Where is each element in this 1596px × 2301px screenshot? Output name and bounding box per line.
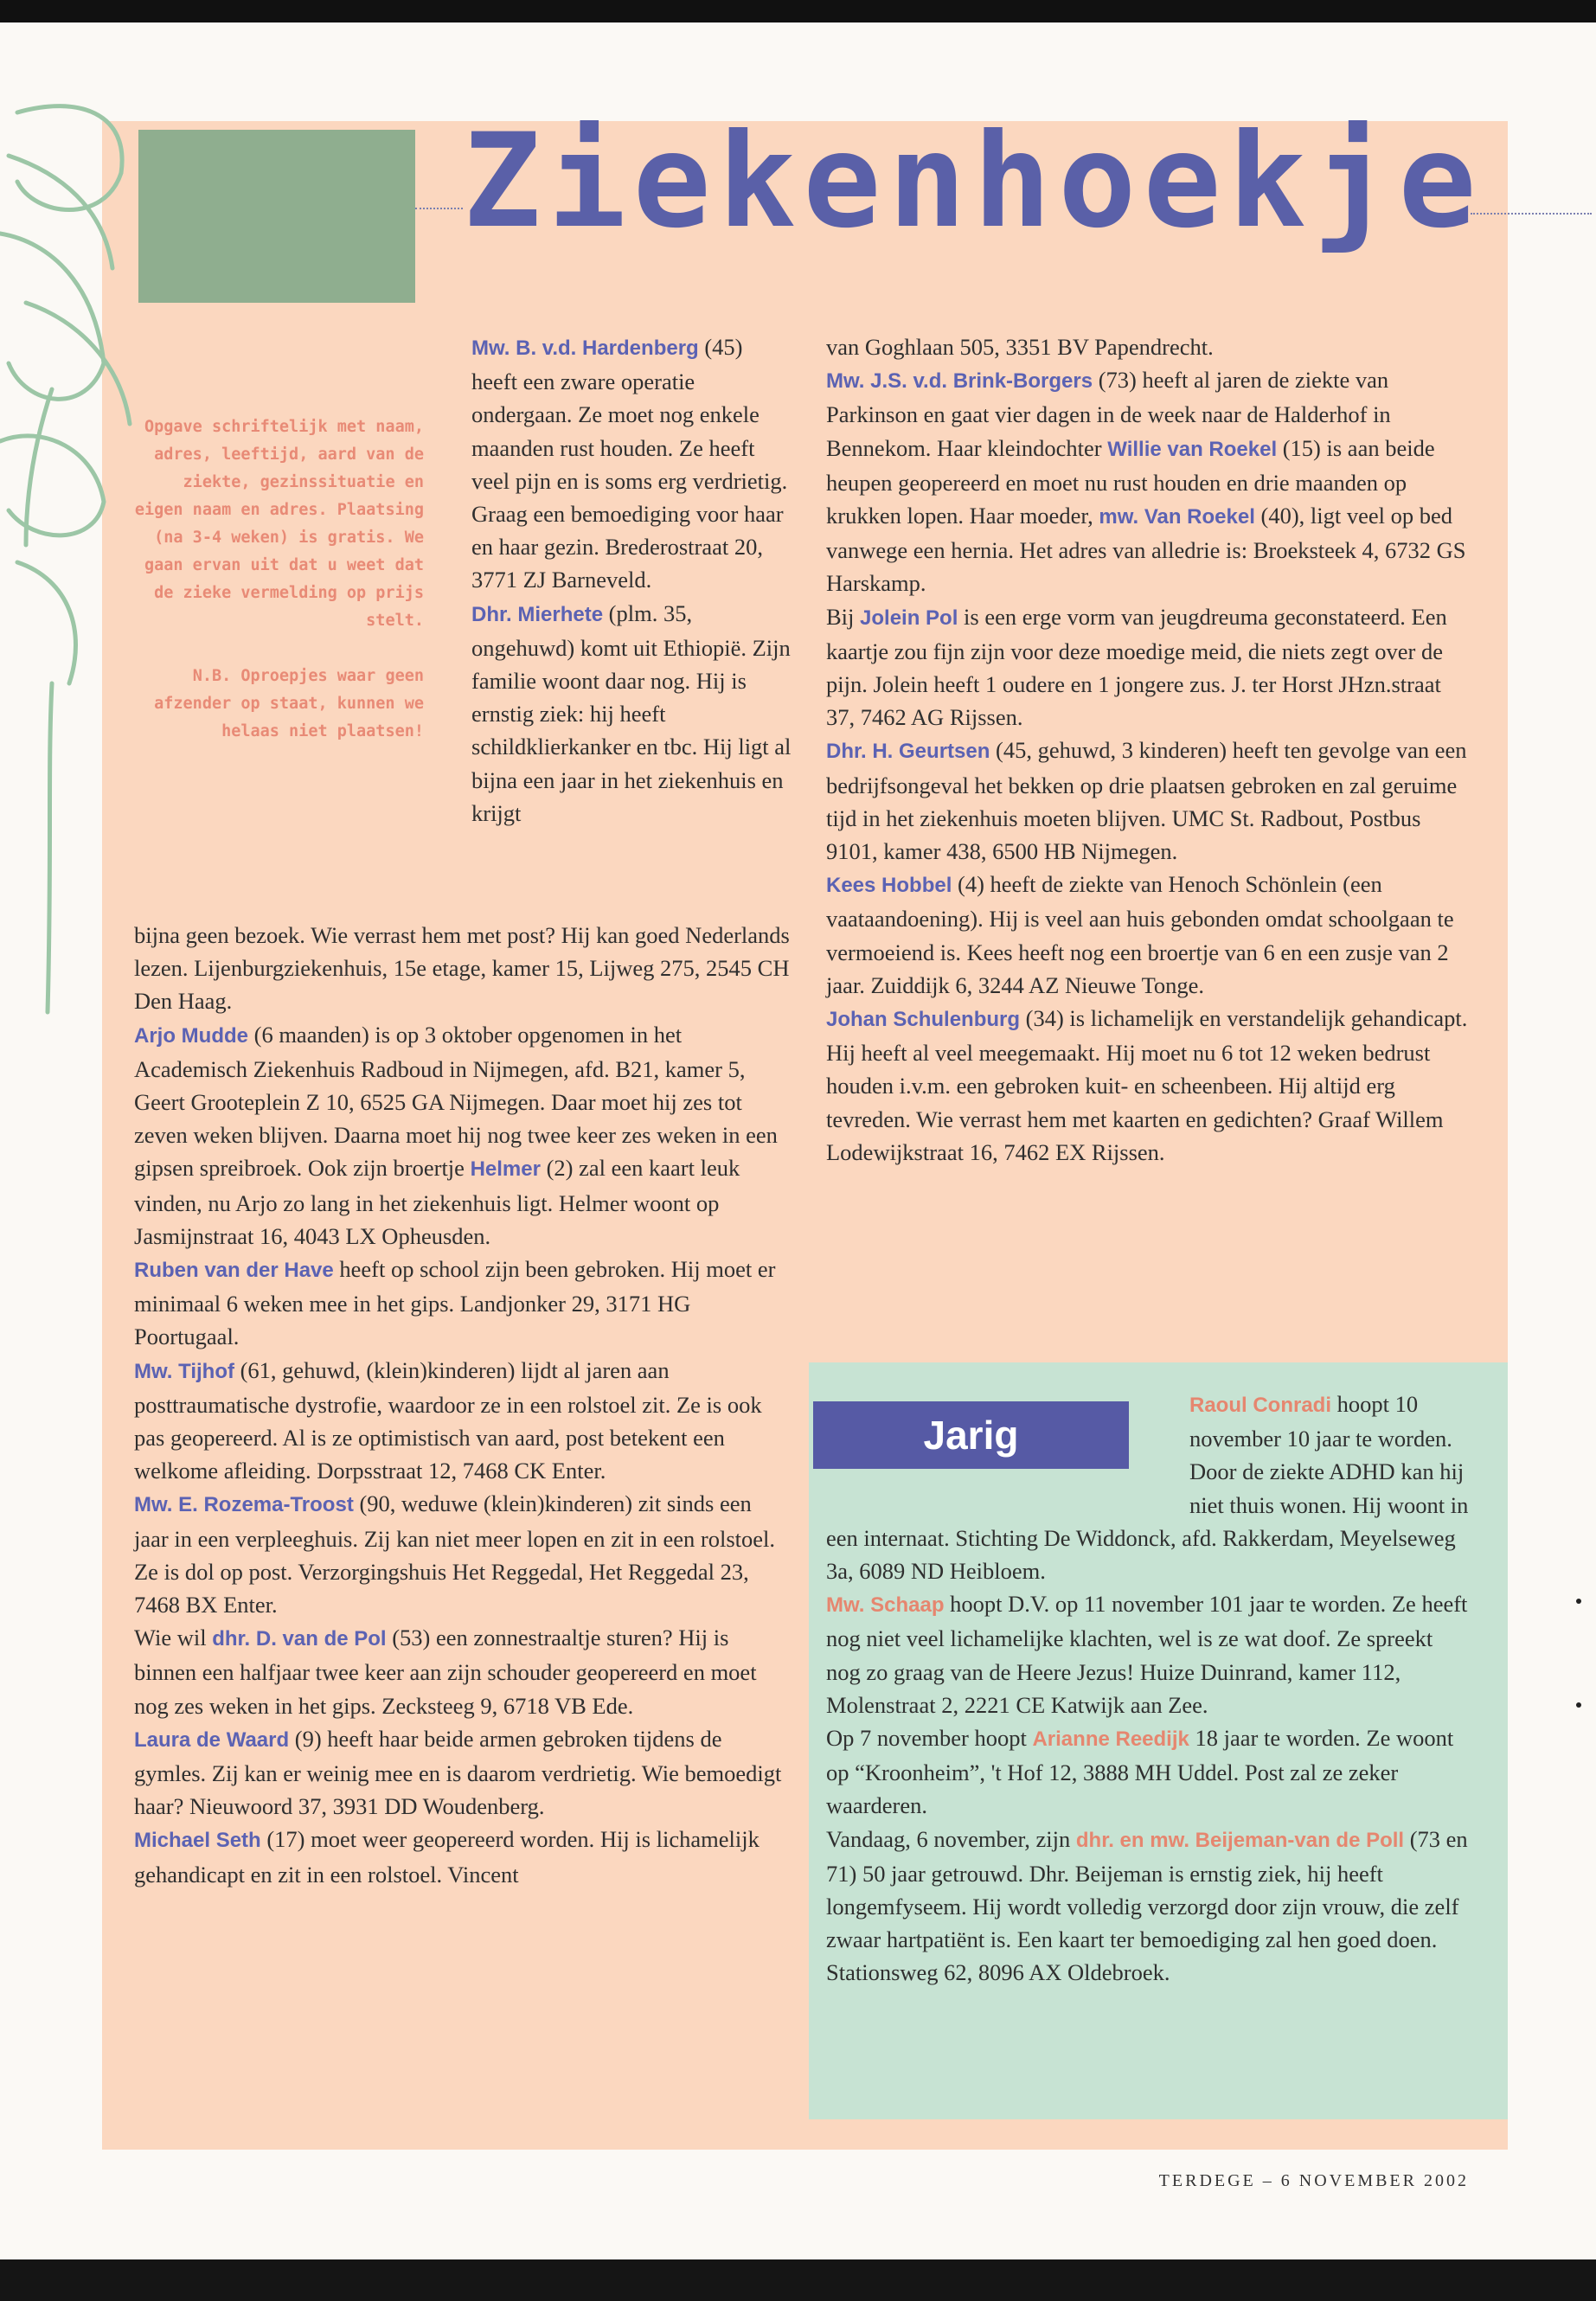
entry-text: Wie wil	[134, 1625, 213, 1651]
entry-text: hoopt 10 november 10 jaar te worden. Door de ziekte ADHD kan hij niet thuis wonen. Hij woont in een internaat. Stichting De Widdonck, afd. Rakkerdam, Meyelseweg 3a, 6089 ND Heibloem.	[826, 1391, 1469, 1585]
entry-text: (61, gehuwd, (klein)kinderen) lijdt al jaren aan posttraumatische dystrofie, waardoor ze in een rolstoel zit. Ze is ook pas geopereerd. Al is ze optimistisch van aard, post betekent een welkome afleiding. Dorpsstraat 12, 7468 CK Enter.	[134, 1356, 762, 1484]
entry-text: (34) is lichamelijk en verstandelijk gehandicapt. Hij heeft al veel meegemaakt. Hij moet nu 6 tot 12 weken bedrust houden i.v.m. een gebroken kuit- en scheenbeen. Hij altijd erg tevreden. Wie verrast hem met kaarten en gedichten? Graaf Willem Lodewijkstraat 16, 7462 EX Rijssen.	[826, 1005, 1468, 1165]
green-decorative-square	[138, 130, 415, 303]
entry-mierhete-continued: bijna geen bezoek. Wie verrast hem met post? Hij kan goed Nederlands lezen. Lijenburgziekenhuis, 15e etage, kamer 15, Lijweg 275, 2545 CH Den Haag.	[134, 922, 790, 1015]
entry-name: Arianne Reedijk	[1032, 1727, 1189, 1752]
entry-text: (40), ligt veel op bed vanwege een hernia. Het adres van alledrie is: Broeksteek 4, 6732 GS Harskamp.	[826, 503, 1466, 597]
entry-jolein-pol	[826, 600, 1471, 734]
entry-seth	[134, 1823, 792, 1890]
entry-name: Dhr. H. Geurtsen	[826, 740, 990, 764]
entry-text: 18 jaar te worden. Ze woont op “Kroonheim”, 't Hof 12, 3888 MH Uddel. Post zal ze zeker waarderen.	[826, 1725, 1454, 1819]
entry-brink-borgers	[826, 363, 1471, 599]
entry-text: hoopt D.V. op 11 november 101 jaar te worden. Ze heeft nog niet veel lichamelijke klachten, wel is ze wat doof. Ze spreekt nog zo graag van de Heere Jezus! Huize Duinrand, kamer 112, Molenstraat 2, 2221 CE Katwijk aan Zee.	[826, 1591, 1468, 1718]
entry-text: heeft op school zijn been gebroken. Hij moet er minimaal 6 weken mee in het gips. Landjonker 29, 3171 HG Poortugaal.	[134, 1256, 776, 1350]
entry-text: (4) heeft de ziekte van Henoch Schönlein (een vaataandoening). Hij is veel aan huis gebonden omdat schoolgaan te vermoeiend is. Kees heeft nog een broertje van 6 en een zusje van 2 jaar. Zuiddijk 6, 3244 AZ Nieuwe Tonge.	[826, 871, 1454, 998]
entry-name: Raoul Conradi	[1189, 1394, 1332, 1417]
entry-de-waard	[134, 1722, 792, 1823]
entry-name: mw. Van Roekel	[1099, 505, 1255, 529]
entry-name: Mw. Tijhof	[134, 1359, 234, 1383]
entry-text: (9) heeft haar beide armen gebroken tijdens de gymles. Zij kan er weinig mee en is daarom verdrietig. Wie bemoedigt haar? Nieuwoord 37, 3931 DD Woudenberg.	[134, 1725, 782, 1820]
entry-hardenberg	[471, 330, 792, 597]
entry-hobbel	[826, 868, 1471, 1002]
scan-speck	[1576, 1702, 1581, 1708]
submission-note: N.B. Oproepjes waar geen afzender op staat, kunnen we helaas niet plaatsen!	[154, 667, 424, 740]
scan-speck	[1576, 1599, 1581, 1604]
column-1-main	[134, 919, 792, 1891]
entry-text: (73 en 71) 50 jaar getrouwd. Dhr. Beijeman is ernstig ziek, hij heeft longemfyseem. Hij wordt volledig verzorgd door zijn vrouw, die zelf zwaar hartpatiënt is. Een kaart ter bemoediging zal hen goed doen. Stationsweg 62, 8096 AX Oldebroek.	[826, 1825, 1468, 1986]
entry-seth-continued: van Goghlaan 505, 3351 BV Papendrecht.	[826, 334, 1214, 360]
entry-name: Ruben van der Have	[134, 1259, 334, 1283]
entry-schaap	[826, 1587, 1471, 1721]
entry-name: Arjo Mudde	[134, 1023, 248, 1048]
entry-text: (plm. 35, ongehuwd) komt uit Ethiopië. Zijn familie woont daar nog. Hij is ernstig ziek: hij heeft schildklierkanker en tbc. Hij ligt al bijna een jaar in het ziekenhuis en krijgt	[471, 599, 792, 826]
entry-text: Vandaag, 6 november, zijn	[826, 1825, 1076, 1852]
entry-name: Willie van Roekel	[1107, 437, 1278, 461]
entry-van-de-pol	[134, 1621, 792, 1722]
submission-info-sidebar	[130, 413, 424, 773]
entry-name: Mw. J.S. v.d. Brink-Borgers	[826, 369, 1093, 394]
entry-text: (90, weduwe (klein)kinderen) zit sinds een jaar in een verpleeghuis. Zij kan niet meer lopen en zit in een rolstoel. Ze is dol op post. Verzorgingshuis Het Reggedal, Het Reggedal 23, 7468 BX Enter.	[134, 1490, 775, 1618]
entry-name: Kees Hobbel	[826, 874, 952, 898]
entry-van-der-have	[134, 1253, 792, 1354]
entry-name: Laura de Waard	[134, 1727, 290, 1752]
entry-name: Mw. E. Rozema-Troost	[134, 1493, 354, 1517]
page-title: Ziekenhoekje	[463, 106, 1484, 257]
entry-name: Mw. Schaap	[826, 1593, 945, 1618]
entry-text: (17) moet weer geopereerd worden. Hij is lichamelijk gehandicapt en zit in een rolstoel. Vincent	[134, 1826, 760, 1888]
entry-geurtsen	[826, 734, 1471, 868]
banner-spacer	[826, 1388, 1189, 1500]
bottom-scan-edge	[0, 2259, 1596, 2301]
entry-name: dhr. D. van de Pol	[212, 1627, 387, 1651]
entry-reedijk	[826, 1721, 1471, 1823]
entry-text: Op 7 november hoopt	[826, 1725, 1033, 1752]
entry-name: Mw. B. v.d. Hardenberg	[471, 336, 699, 360]
entry-mudde	[134, 1018, 792, 1253]
entry-name: Dhr. Mierhete	[471, 602, 604, 626]
entry-rozema-troost	[134, 1487, 792, 1621]
entry-name: Johan Schulenburg	[826, 1008, 1021, 1032]
title-dotted-rule-left	[415, 208, 463, 209]
entry-name: dhr. en mw. Beijeman-van de Poll	[1075, 1828, 1405, 1852]
column-2-top	[826, 330, 1471, 1169]
entry-name: Michael Seth	[134, 1829, 261, 1853]
entry-text: Bij	[826, 603, 861, 630]
entry-schulenburg	[826, 1002, 1471, 1169]
column-1-top	[471, 330, 792, 830]
entry-text: (45) heeft een zware operatie ondergaan. Ze moet nog enkele maanden rust houden. Ze heeft veel pijn en is soms erg verdrietig. Graag een bemoediging voor haar en haar gezin. Brederostraat 20, 3771 ZJ Barneveld.	[471, 334, 788, 593]
entry-text: (2) zal een kaart leuk vinden, nu Arjo zo lang in het ziekenhuis ligt. Helmer woont op Jasmijnstraat 16, 4043 LX Opheusden.	[134, 1155, 740, 1249]
jarig-column	[826, 1388, 1471, 1990]
entry-tijhof	[134, 1354, 792, 1488]
entry-mierhete	[471, 597, 792, 830]
entry-name: Jolein Pol	[860, 606, 958, 630]
entry-text: (73) heeft al jaren de ziekte van Parkinson en gaat vier dagen in de week naar de Halderhof in Bennekom. Haar kleindochter	[826, 367, 1391, 461]
entry-text: is een erge vorm van jeugdreuma geconstateerd. Een kaartje zou fijn zijn voor deze moedige meid, die niets zegt over de pijn. Jolein heeft 1 oudere en 1 jongere zus. J. ter Horst JHzn.straat 37, 7462 AG Rijssen.	[826, 603, 1447, 731]
entry-text: (15) is aan beide heupen geopereerd en moet nu rust houden en drie maanden op krukken lopen. Haar moeder,	[826, 434, 1435, 529]
jarig-heading-banner: Jarig	[813, 1401, 1129, 1469]
entry-beijeman	[826, 1823, 1471, 1990]
entry-text: (53) een zonnestraaltje sturen? Hij is binnen een halfjaar twee keer aan zijn schouder geopereerd en moet nog zes weken in het gips. Zecksteeg 9, 6718 VB Ede.	[134, 1625, 757, 1719]
entry-text: (6 maanden) is op 3 oktober opgenomen in het Academisch Ziekenhuis Radboud in Nijmegen, afd. B21, kamer 5, Geert Grooteplein Z 10, 6525 GA Nijmegen. Daar moet hij zes tot zeven weken blijven. Daarna moet hij nog twee keer zes weken in een gipsen spreibroek. Ook zijn broertje	[134, 1021, 778, 1182]
page-footer: TERDEGE – 6 NOVEMBER 2002	[1158, 2171, 1469, 2190]
top-scan-edge	[0, 0, 1596, 22]
entry-text: (45, gehuwd, 3 kinderen) heeft ten gevolge van een bedrijfsongeval het bekken op drie plaatsen gebroken en zal geruime tijd in het ziekenhuis moeten blijven. UMC St. Radbout, Postbus 9101, kamer 438, 6500 HB Nijmegen.	[826, 737, 1467, 865]
entry-name: Helmer	[470, 1157, 541, 1182]
title-dotted-rule-right	[1471, 213, 1592, 215]
submission-instructions: Opgave schriftelijk met naam, adres, leeftijd, aard van de ziekte, gezinssituatie en eigen naam en adres. Plaatsing (na 3-4 weken) is gratis. We gaan ervan uit dat u weet dat de zieke vermelding op prijs stelt.	[134, 418, 424, 630]
